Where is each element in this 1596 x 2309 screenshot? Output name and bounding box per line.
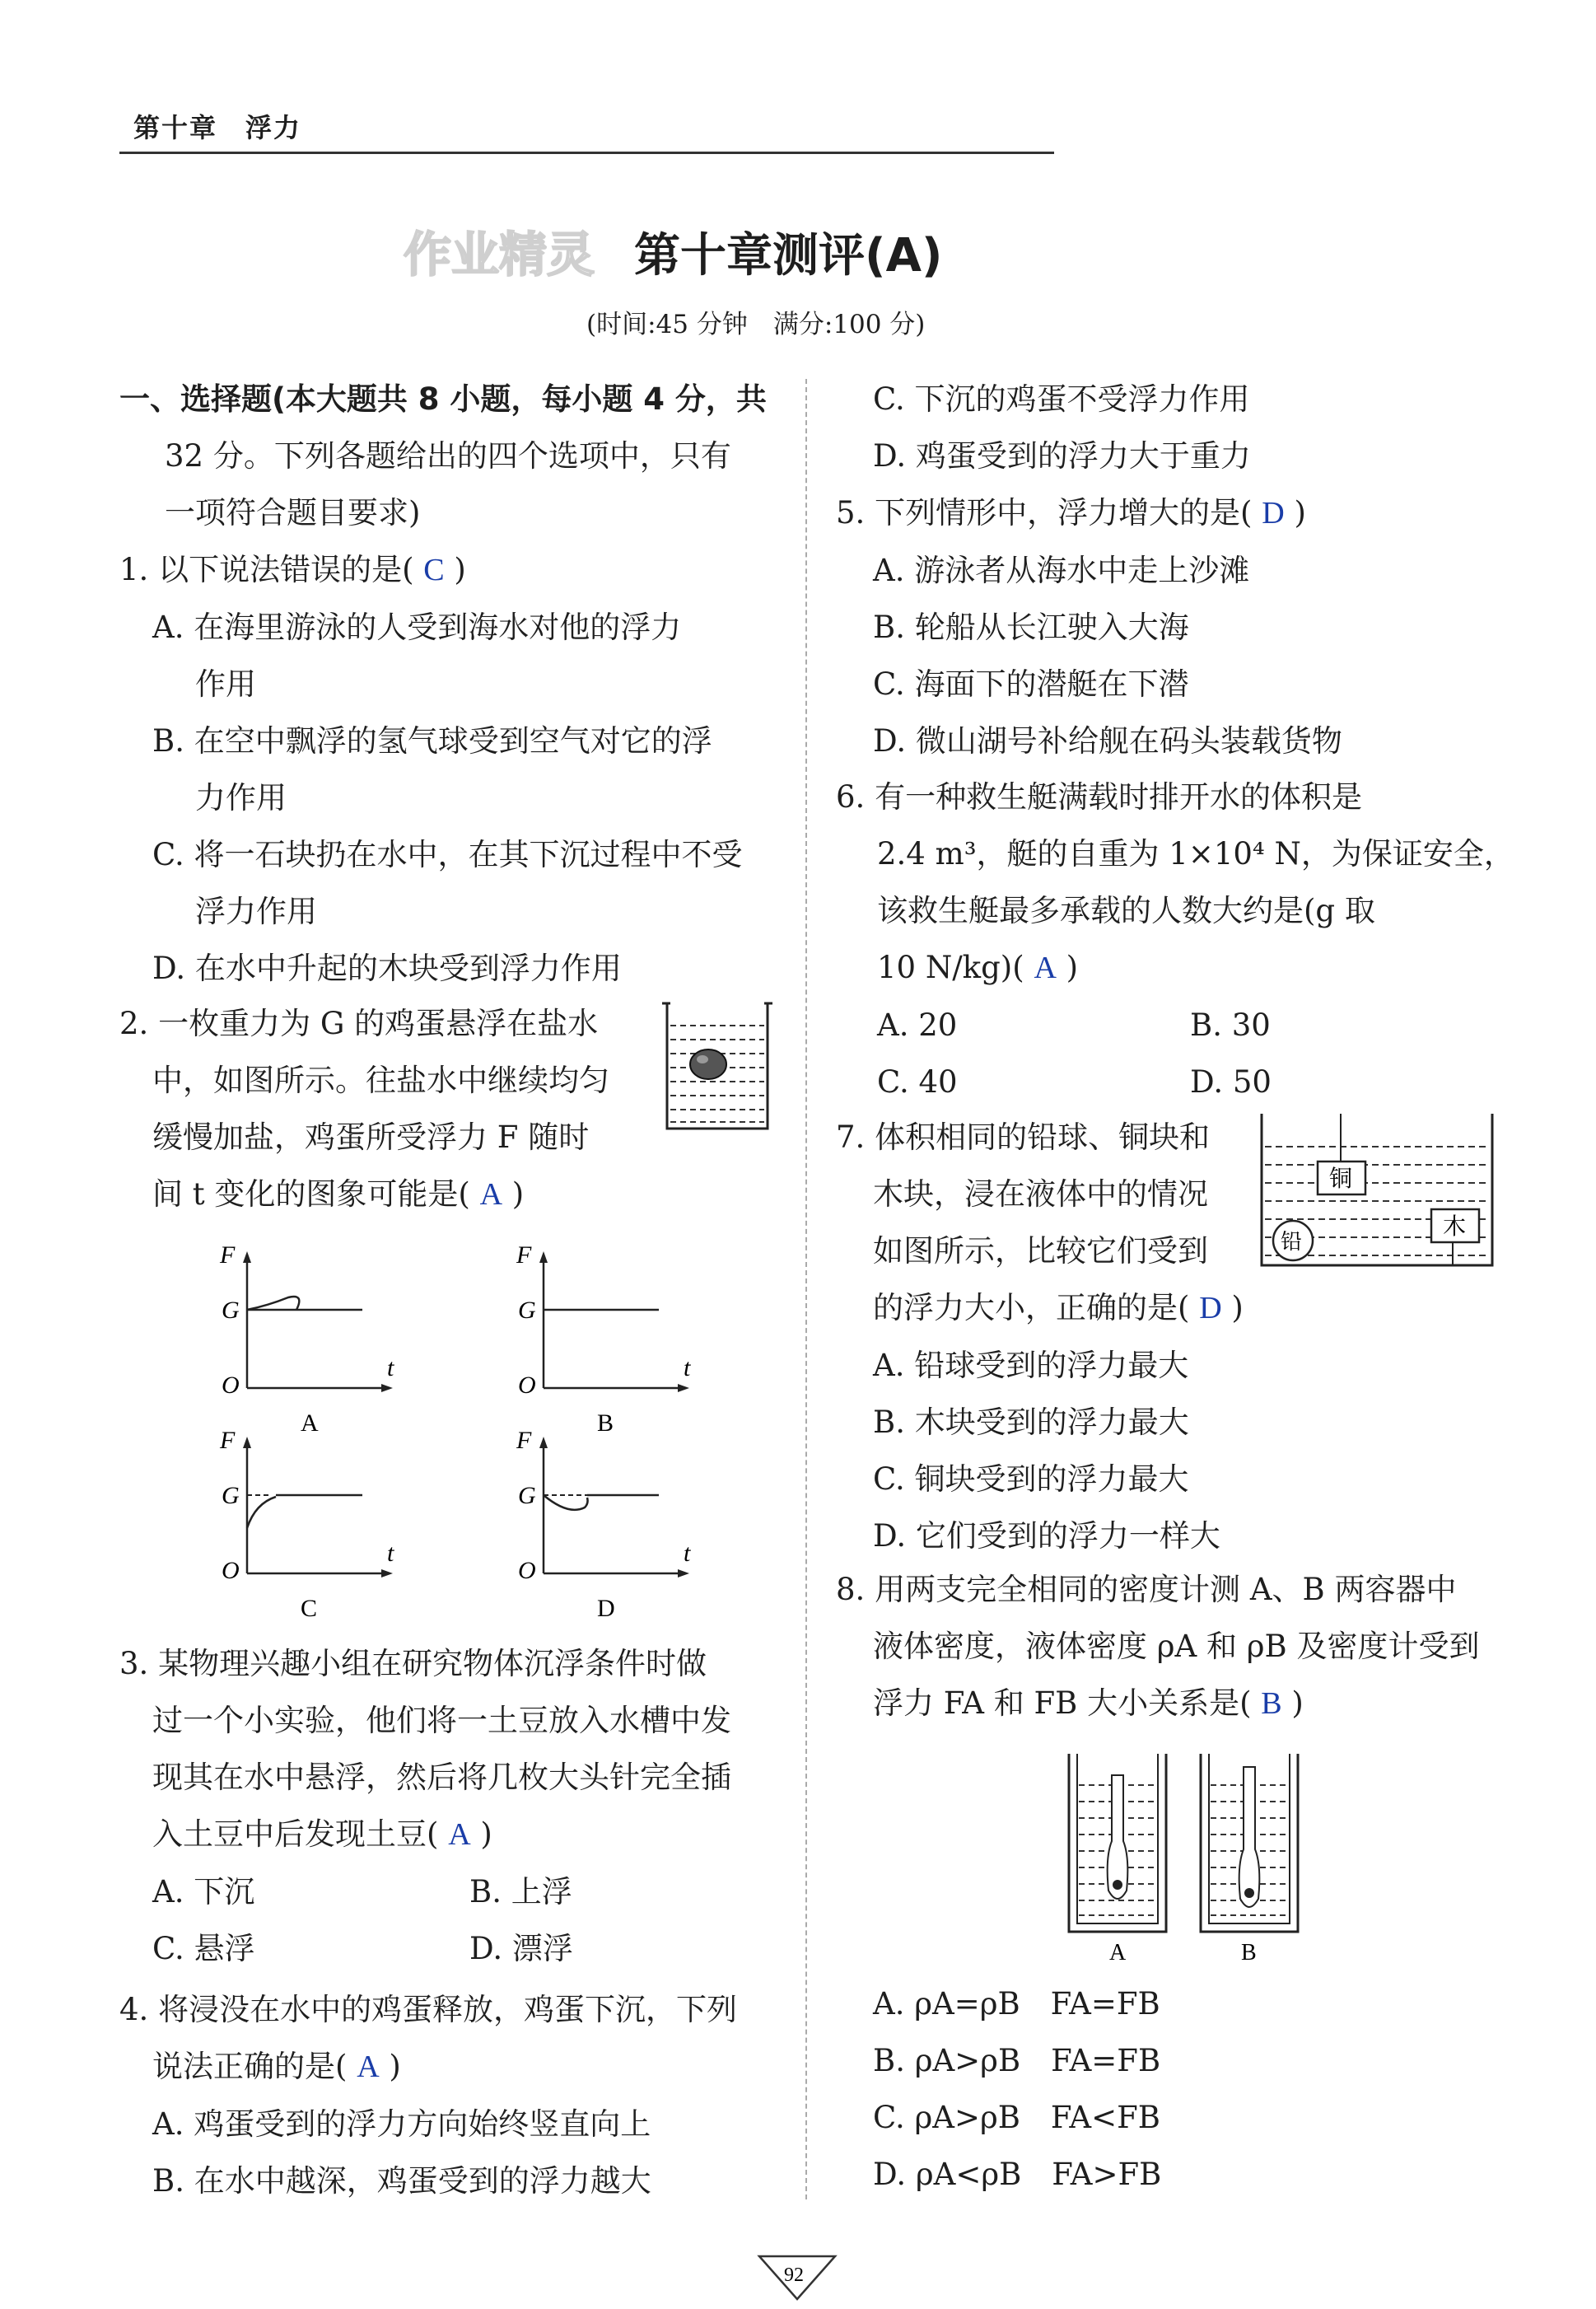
q5-option-c: C. 海面下的潜艇在下潜 bbox=[873, 666, 1189, 702]
container-b bbox=[1201, 1754, 1298, 1965]
q7-line-3: 如图所示，比较它们受到 bbox=[873, 1233, 1208, 1269]
graph-d-f-label: F bbox=[516, 1427, 532, 1454]
watermark-logo: 作业精灵 bbox=[404, 227, 595, 283]
graph-a-caption: A bbox=[301, 1409, 319, 1437]
question-8: 8. 用两支完全相同的密度计测 A、B 两容器中 液体密度，液体密度 ρA 和 ρB 及密度计受到 浮力 FA 和 FB 大小关系是( B ) bbox=[836, 1561, 1479, 1732]
q3-option-a: A. 下沉 bbox=[152, 1874, 255, 1909]
q7-option-a: A. 铅球受到的浮力最大 bbox=[873, 1348, 1189, 1383]
q6-line-4: 10 N/kg)( bbox=[877, 950, 1024, 985]
q1-option-d: D. 在水中升起的木块受到浮力作用 bbox=[152, 951, 622, 986]
container-a-label: A bbox=[1109, 1940, 1127, 1965]
graph-b-f-label: F bbox=[516, 1241, 532, 1269]
q1-answer: C bbox=[423, 553, 445, 587]
q7-line-2: 木块，浸在液体中的情况 bbox=[873, 1176, 1208, 1212]
q6-answer: A bbox=[1034, 951, 1057, 985]
graph-b-g-label: G bbox=[518, 1297, 536, 1324]
q3-line-2: 过一个小实验，他们将一土豆放入水槽中发 bbox=[152, 1703, 731, 1738]
graph-a bbox=[219, 1241, 394, 1437]
graph-b-t-label: t bbox=[684, 1354, 691, 1381]
f-t-graphs bbox=[210, 1240, 745, 1619]
q2-line-3: 缓慢加盐，鸡蛋所受浮力 F 随时 bbox=[152, 1119, 590, 1155]
header-rule bbox=[119, 152, 1054, 154]
page-subtitle: (时间:45 分钟 满分:100 分) bbox=[586, 310, 926, 339]
q7-option-c: C. 铜块受到的浮力最大 bbox=[873, 1461, 1189, 1497]
q7-answer: D bbox=[1199, 1291, 1222, 1325]
q6-line-2: 2.4 m³，艇的自重为 1×10⁴ N，为保证安全， bbox=[877, 836, 1514, 872]
question-8-options bbox=[873, 1975, 1161, 2203]
question-7: 7. 体积相同的铅球、铜块和 木块，浸在液体中的情况 如图所示，比较它们受到 的浮力大小，正确的是( D ) A. 铅球受到的浮力最大 B. 木块受到的浮力最大 C. 铜块受到的浮力最大 D. 它们受到的浮力一样大 bbox=[836, 1109, 1244, 1564]
copper-label: 铜 bbox=[1329, 1166, 1353, 1192]
graph-a-f-label: F bbox=[220, 1241, 236, 1269]
q8-option-c: C. ρA>ρB FA<FB bbox=[873, 2100, 1160, 2135]
q5-stem: 5. 下列情形中，浮力增大的是( bbox=[836, 495, 1253, 531]
q5-option-a: A. 游泳者从海水中走上沙滩 bbox=[873, 553, 1250, 588]
question-4: 4. 将浸没在水中的鸡蛋释放，鸡蛋下沉，下列 说法正确的是( A ) A. 鸡蛋受到的浮力方向始终竖直向上 B. 在水中越深，鸡蛋受到的浮力越大 bbox=[119, 1981, 737, 2209]
q6-line-1: 6. 有一种救生艇满载时排开水的体积是 bbox=[836, 779, 1363, 815]
q4-option-a: A. 鸡蛋受到的浮力方向始终竖直向上 bbox=[152, 2106, 651, 2142]
section-line-3: 一项符合题目要求) bbox=[165, 495, 421, 531]
q6-option-c: C. 40 bbox=[877, 1064, 958, 1100]
graph-c-g-label: G bbox=[222, 1482, 240, 1509]
q8-answer: B bbox=[1261, 1686, 1282, 1721]
q1-option-a-cont: 作用 bbox=[195, 666, 256, 702]
graph-b-o-label: O bbox=[518, 1372, 536, 1399]
q3-option-b: B. 上浮 bbox=[469, 1874, 572, 1909]
q4-line-2: 说法正确的是( bbox=[152, 2049, 348, 2084]
q2-line-1: 2. 一枚重力为 G 的鸡蛋悬浮在盐水 bbox=[119, 1006, 599, 1041]
q3-line-4: 入土豆中后发现土豆( bbox=[152, 1816, 439, 1852]
question-5: 5. 下列情形中，浮力增大的是( D ) A. 游泳者从海水中走上沙滩 B. 轮船从长江驶入大海 C. 海面下的潜艇在下潜 D. 微山湖号补给舰在码头装载货物 bbox=[836, 484, 1342, 769]
graph-a-g-label: G bbox=[222, 1297, 240, 1324]
graph-b-caption: B bbox=[597, 1409, 614, 1437]
q1-stem: 1. 以下说法错误的是( bbox=[119, 552, 414, 587]
container-b-label: B bbox=[1241, 1940, 1257, 1965]
q8-option-b: B. ρA>ρB FA=FB bbox=[873, 2043, 1161, 2078]
q6-option-b: B. 30 bbox=[1190, 1007, 1271, 1043]
graph-c-caption: C bbox=[301, 1595, 318, 1619]
q5-answer: D bbox=[1262, 496, 1285, 531]
q6-line-3: 该救生艇最多承载的人数大约是(g 取 bbox=[877, 893, 1375, 928]
beaker-egg-figure bbox=[659, 997, 774, 1137]
q4-option-b: B. 在水中越深，鸡蛋受到的浮力越大 bbox=[152, 2163, 651, 2199]
q1-option-c-cont: 浮力作用 bbox=[195, 894, 317, 929]
q4-answer: A bbox=[357, 2050, 380, 2084]
graph-a-o-label: O bbox=[222, 1372, 240, 1399]
q3-answer: A bbox=[448, 1817, 471, 1852]
graph-c-f-label: F bbox=[220, 1427, 236, 1454]
container-a bbox=[1069, 1754, 1166, 1965]
question-2: 2. 一枚重力为 G 的鸡蛋悬浮在盐水 中，如图所示。往盐水中继续均匀 缓慢加盐，鸡蛋所受浮力 F 随时 间 t 变化的图象可能是( A ) bbox=[119, 995, 609, 1223]
graph-c-o-label: O bbox=[222, 1557, 240, 1584]
graph-d bbox=[516, 1427, 691, 1619]
q4-line-1: 4. 将浸没在水中的鸡蛋释放，鸡蛋下沉，下列 bbox=[119, 1992, 738, 2027]
question-1: 1. 以下说法错误的是( C ) A. 在海里游泳的人受到海水对他的浮力 作用 B. 在空中飘浮的氢气球受到空气对它的浮 力作用 C. 将一石块扔在水中，在其下沉过程中不受 浮力作用 D. 在水中升起的木块受到浮力作用 bbox=[119, 541, 743, 997]
chapter-header: 第十章 浮力 bbox=[133, 112, 302, 143]
graph-d-g-label: G bbox=[518, 1482, 536, 1509]
q3-line-3: 现其在水中悬浮，然后将几枚大头针完全插 bbox=[152, 1760, 731, 1795]
q3-option-d: D. 漂浮 bbox=[469, 1931, 573, 1966]
wood-label: 木 bbox=[1443, 1214, 1467, 1240]
section-line-2: 32 分。下列各题给出的四个选项中，只有 bbox=[165, 438, 731, 474]
graph-d-o-label: O bbox=[518, 1557, 536, 1584]
column-divider bbox=[805, 379, 807, 2199]
graph-c bbox=[219, 1427, 394, 1619]
q3-option-c: C. 悬浮 bbox=[152, 1931, 255, 1966]
question-3: 3. 某物理兴趣小组在研究物体沉浮条件时做 过一个小实验，他们将一土豆放入水槽中发 现其在水中悬浮，然后将几枚大头针完全插 入土豆中后发现土豆( A ) A. 下沉 B. 上浮 C. 悬浮 D. 漂浮 bbox=[119, 1635, 731, 1977]
q5-option-b: B. 轮船从长江驶入大海 bbox=[873, 610, 1189, 645]
q6-option-a: A. 20 bbox=[877, 1007, 958, 1043]
q2-answer: A bbox=[479, 1177, 503, 1212]
q4-option-c: C. 下沉的鸡蛋不受浮力作用 bbox=[873, 381, 1250, 417]
tank-objects-figure bbox=[1258, 1110, 1497, 1272]
q7-line-4: 的浮力大小，正确的是( bbox=[873, 1290, 1190, 1325]
q7-option-b: B. 木块受到的浮力最大 bbox=[873, 1405, 1189, 1440]
q6-option-d: D. 50 bbox=[1190, 1064, 1272, 1100]
q7-option-d: D. 它们受到的浮力一样大 bbox=[873, 1518, 1220, 1554]
section-label: 一、选择题(本大题共 8 小题，每小题 4 分，共 bbox=[119, 381, 767, 417]
q2-line-2: 中，如图所示。往盐水中继续均匀 bbox=[152, 1063, 609, 1098]
lead-label: 铅 bbox=[1281, 1230, 1303, 1254]
q1-option-b-cont: 力作用 bbox=[195, 780, 287, 816]
section-heading bbox=[119, 371, 767, 541]
q2-line-4: 间 t 变化的图象可能是( bbox=[152, 1176, 470, 1212]
page-number-badge bbox=[756, 2253, 838, 2302]
graph-a-t-label: t bbox=[387, 1354, 394, 1381]
page-number: 92 bbox=[784, 2265, 804, 2286]
page-title: 第十章测评(A) bbox=[634, 229, 943, 283]
q8-line-1: 8. 用两支完全相同的密度计测 A、B 两容器中 bbox=[836, 1572, 1457, 1607]
question-6: 6. 有一种救生艇满载时排开水的体积是 2.4 m³，艇的自重为 1×10⁴ N，为保证安全， 该救生艇最多承载的人数大约是(g 取 10 N/kg)( A ) A. 20 B. 30 C. 40 D. 50 bbox=[836, 769, 1514, 1110]
graph-d-t-label: t bbox=[684, 1540, 691, 1567]
graph-c-t-label: t bbox=[387, 1540, 394, 1567]
q3-line-1: 3. 某物理兴趣小组在研究物体沉浮条件时做 bbox=[119, 1646, 707, 1681]
q1-option-a: A. 在海里游泳的人受到海水对他的浮力 bbox=[152, 610, 682, 645]
graph-d-caption: D bbox=[597, 1595, 615, 1619]
q8-line-3: 浮力 FA 和 FB 大小关系是( bbox=[873, 1685, 1252, 1721]
question-4-continued bbox=[873, 371, 1251, 484]
hydrometer-figure bbox=[1062, 1750, 1318, 1969]
q1-option-b: B. 在空中飘浮的氢气球受到空气对它的浮 bbox=[152, 723, 712, 759]
q7-line-1: 7. 体积相同的铅球、铜块和 bbox=[836, 1119, 1211, 1155]
q1-option-c: C. 将一石块扔在水中，在其下沉过程中不受 bbox=[152, 837, 743, 872]
q4-option-d: D. 鸡蛋受到的浮力大于重力 bbox=[873, 438, 1251, 474]
q8-option-a: A. ρA=ρB FA=FB bbox=[873, 1986, 1160, 2022]
q8-line-2: 液体密度，液体密度 ρA 和 ρB 及密度计受到 bbox=[873, 1629, 1480, 1664]
graph-b bbox=[516, 1241, 691, 1437]
q8-option-d: D. ρA<ρB FA>FB bbox=[873, 2157, 1162, 2192]
q5-option-d: D. 微山湖号补给舰在码头装载货物 bbox=[873, 723, 1342, 759]
